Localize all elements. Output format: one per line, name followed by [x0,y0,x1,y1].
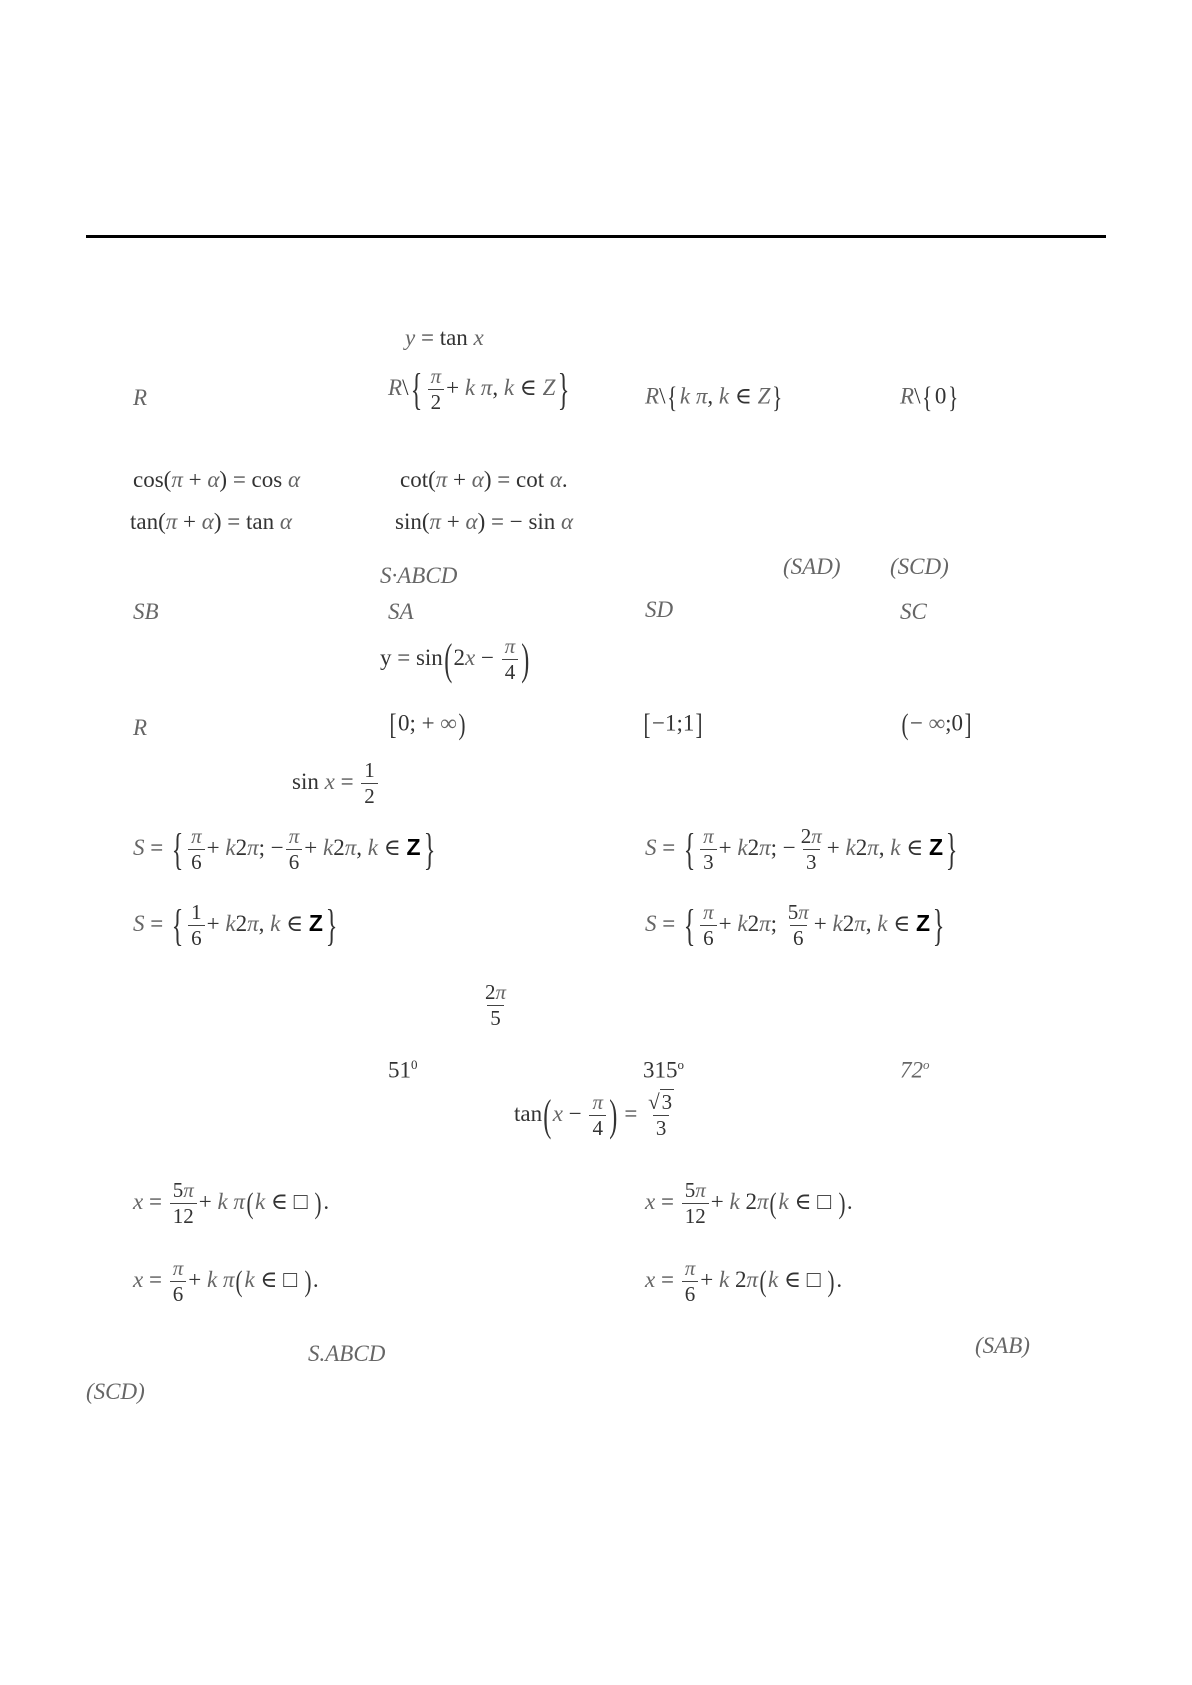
q2-option-d: sin(π + α) = − sin α [395,509,574,534]
q7-option-a: x = $\frac{5\pi}{12}$ + k π(k ∈ □ ). [133,1178,330,1228]
q3-option-c: SD [645,597,674,622]
q7-stem: tan(x − $\frac{\pi}{4}$ ) = $\frac{√3}{3}$ [514,1090,673,1140]
q7-option-b: x = $\frac{5\pi}{12}$ + k 2π(k ∈ □ ). [645,1178,853,1228]
header-rule [86,235,1106,238]
q1-option-d: R\{0} [900,381,959,414]
q4-option-c: [−1;1] [643,708,703,741]
q5-option-a: S = { $\frac{\pi}{6}$ + k2π; − $\frac{\pi}{6}$ + k2π, k ∈ Z} [133,824,435,874]
q3-option-a: SB [133,599,159,624]
q3-option-b: SA [388,599,414,624]
q6-option-c: 315$^o$ [643,1057,684,1083]
q4-option-b: [0; + ∞) [389,708,466,741]
q4-option-a: R [133,715,148,740]
q2-option-b: cot(π + α) = cot α. [400,467,568,492]
q6-option-d: 72$^o$ [900,1057,930,1083]
q3-plane-2: (SCD) [890,554,949,579]
q4-option-d: (− ∞;0] [901,708,972,741]
q7-option-c: x = $\frac{\pi}{6}$ + k π(k ∈ □ ). [133,1256,319,1306]
q3-plane-1: (SAD) [783,554,841,579]
q8-plane-2: (SCD) [86,1379,145,1404]
q8-plane-1: (SAB) [975,1333,1030,1358]
q6-option-b: $51^0$ [388,1057,418,1083]
q4-stem: y = sin(2x − $\frac{\pi}{4}$ ) [380,634,530,684]
q5-option-b: S = { $\frac{\pi}{3}$ + k2π; − $\frac{2\pi}{3}$ + k2π, k ∈ Z} [645,824,958,874]
q5-option-d: S = { $\frac{\pi}{6}$ + k2π; $\frac{5\pi}{6}$ + k2π, k ∈ Z} [645,900,945,950]
q1-option-c: R\{k π, k ∈ Z} [645,381,783,414]
q5-stem: sin x = $\frac{1}{2}$ [292,760,380,807]
q8-stem: S.ABCD [308,1341,386,1366]
q3-option-d: SC [900,599,927,624]
q5-option-c: S = { $\frac{1}{6}$ + k2π, k ∈ Z} [133,900,338,950]
q6-stem: $\frac{2\pi}{5}$ [485,980,507,1030]
q1-option-b: R\{ $\frac{\pi}{2}$ + k π, k ∈ Z} [388,364,570,414]
q3-stem: S·ABCD [380,563,458,588]
q2-option-c: tan(π + α) = tan α [130,509,292,534]
q1-stem: y = tan x [405,325,484,350]
q7-option-d: x = $\frac{\pi}{6}$ + k 2π(k ∈ □ ). [645,1256,843,1306]
q1-option-a: R [133,385,148,410]
q2-option-a: cos(π + α) = cos α [133,467,301,492]
